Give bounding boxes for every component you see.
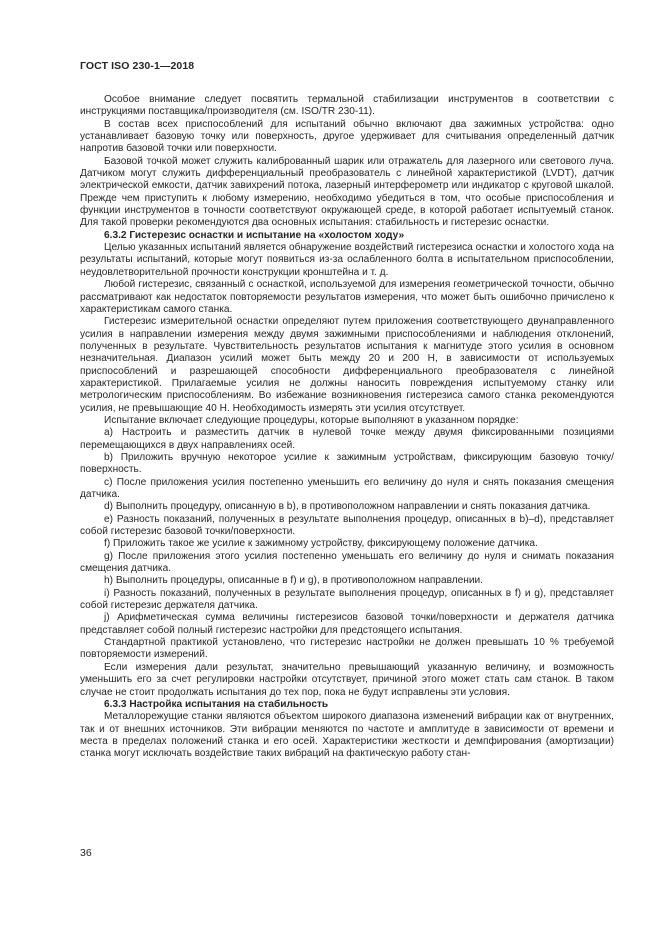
paragraph: Испытание включает следующие процедуры, которые выполняют в указанном порядке:	[104, 414, 519, 426]
paragraph: Целью указанных испытаний является обнаружение воздействий гистерезиса оснастки и холостого хода на результаты испытаний, которые могут появиться из-за ослабленного болта в испытательном приспособлении, неудовлетворительной прочности конструкции кронштейна и т. д.	[80, 242, 614, 278]
list-item: b) Приложить вручную некоторое усилие к зажимным устройствам, фиксирующим базовую точку/поверхность.	[80, 451, 614, 476]
list-item: i) Разность показаний, полученных в результате выполнения процедур, описанных в f) и g), представляет собой гистерезис держателя датчика.	[80, 587, 614, 612]
list-item: g) После приложения этого усилия постепенно уменьшать его величину до нуля и снимать показания смещения датчика.	[80, 550, 614, 575]
list-item: h) Выполнить процедуры, описанные в f) и g), в противоположном направлении.	[104, 575, 483, 587]
document-body	[80, 94, 614, 761]
paragraph: Металлорежущие станки являются объектом широкого диапазона изменений вибрации как от внутренних, так и от внешних источников. Эти вибрации меняются по частоте и амплитуде в зависимости от времени и места в пределах положений станка и его осей. Характеристики жесткости и демпфирования (амортизации) станка могут исключать воздействие таких вибраций на фактическую работу стан-	[80, 711, 614, 760]
section-heading: 6.3.3 Настройка испытания на стабильность	[104, 698, 329, 710]
list-item: j) Арифметическая сумма величины гистерезисов базовой точки/поверхности и держателя датчика представляет собой полный гистерезис настройки для предстоящего испытания.	[80, 612, 614, 636]
page-number: 36	[80, 847, 92, 859]
list-item: e) Разность показаний, полученных в результате выполнения процедур, описанных в b)–d), представляет собой гистерезис базовой точки/поверхности.	[80, 513, 614, 538]
list-item: f) Приложить такое же усилие к зажимному устройству, фиксирующему положение датчика.	[104, 538, 538, 550]
list-item: c) После приложения усилия постепенно уменьшить его величину до нуля и снять показания смещения датчика.	[80, 476, 614, 500]
paragraph: Гистерезис измерительной оснастки определяют путем приложения соответствующего двунаправленного усилия в направлении измерения между двумя зажимными приспособлениями и наблюдения отклонений, полученных в результате. Чувствительность результатов испытания к магнитуде этого усилия в основном незначительная. Диапазон усилий может быть между 20 и 200 Н, в зависимости от используемых приспособлений и разрешающей способности дифференциального преобразователя с линейной характеристикой. Прилагаемые усилия не должны наносить повреждения испытуемому станку или метрологическим приспособлениям. Во избежание возникновения гистерезиса самого станка рекомендуются усилия, не превышающие 40 Н. Необходимость измерять эти усилия отсутствует.	[80, 316, 614, 414]
section-heading: 6.3.2 Гистерезис оснастки и испытание на «холостом ходу»	[104, 229, 405, 241]
paragraph: Особое внимание следует посвятить термальной стабилизации инструментов в соответствии с инструкциями поставщика/производителя (см. ISO/TR 230-11).	[80, 94, 614, 118]
paragraph: Любой гистерезис, связанный с оснасткой, используемой для измерения геометрической точности, обычно рассматривают как недостаток повторяемости результатов измерения, что может быть ошибочно причислено к характеристикам самого станка.	[80, 279, 614, 315]
paragraph: Базовой точкой может служить калиброванный шарик или отражатель для лазерного или светового луча. Датчиком могут служить дифференциальный преобразователь с линейной характеристикой (LVDT), датчик электрической емкости, датчик завихрений потока, лазерный интерферометр или индикатор с круговой шкалой. Прежде чем приступить к любому измерению, необходимо убедиться в том, что особые приспособления и функции инструментов в точности соответствуют окружающей среде, в которой работает испытуемый станок. Для такой проверки рекомендуются два основных испытания: стабильность и гистерезис оснастки.	[80, 155, 614, 229]
list-item: d) Выполнить процедуру, описанную в b), в противоположном направлении и снять показания датчика.	[104, 501, 591, 513]
paragraph: Стандартной практикой установлено, что гистерезис настройки не должен превышать 10 % требуемой повторяемости измерений.	[80, 637, 614, 661]
paragraph: Если измерения дали результат, значительно превышающий указанную величину, и возможность уменьшить его за счет регулировки настройки отсутствует, причиной этого может стать сам станок. В таком случае не стоит продолжать испытания до тех пор, пока не будут исправлены эти условия.	[80, 661, 614, 698]
document-header: ГОСТ ISO 230-1—2018	[80, 60, 195, 72]
list-item: a) Настроить и разместить датчик в нулевой точке между двумя фиксированными позициями перемещающихся в двух направлениях осей.	[80, 427, 614, 451]
paragraph: В состав всех приспособлений для испытаний обычно включают два зажимных устройства: одно устанавливает базовую точку или поверхность, другое удерживает для считывания определенный датчик напротив базовой точки или поверхности.	[80, 118, 614, 155]
